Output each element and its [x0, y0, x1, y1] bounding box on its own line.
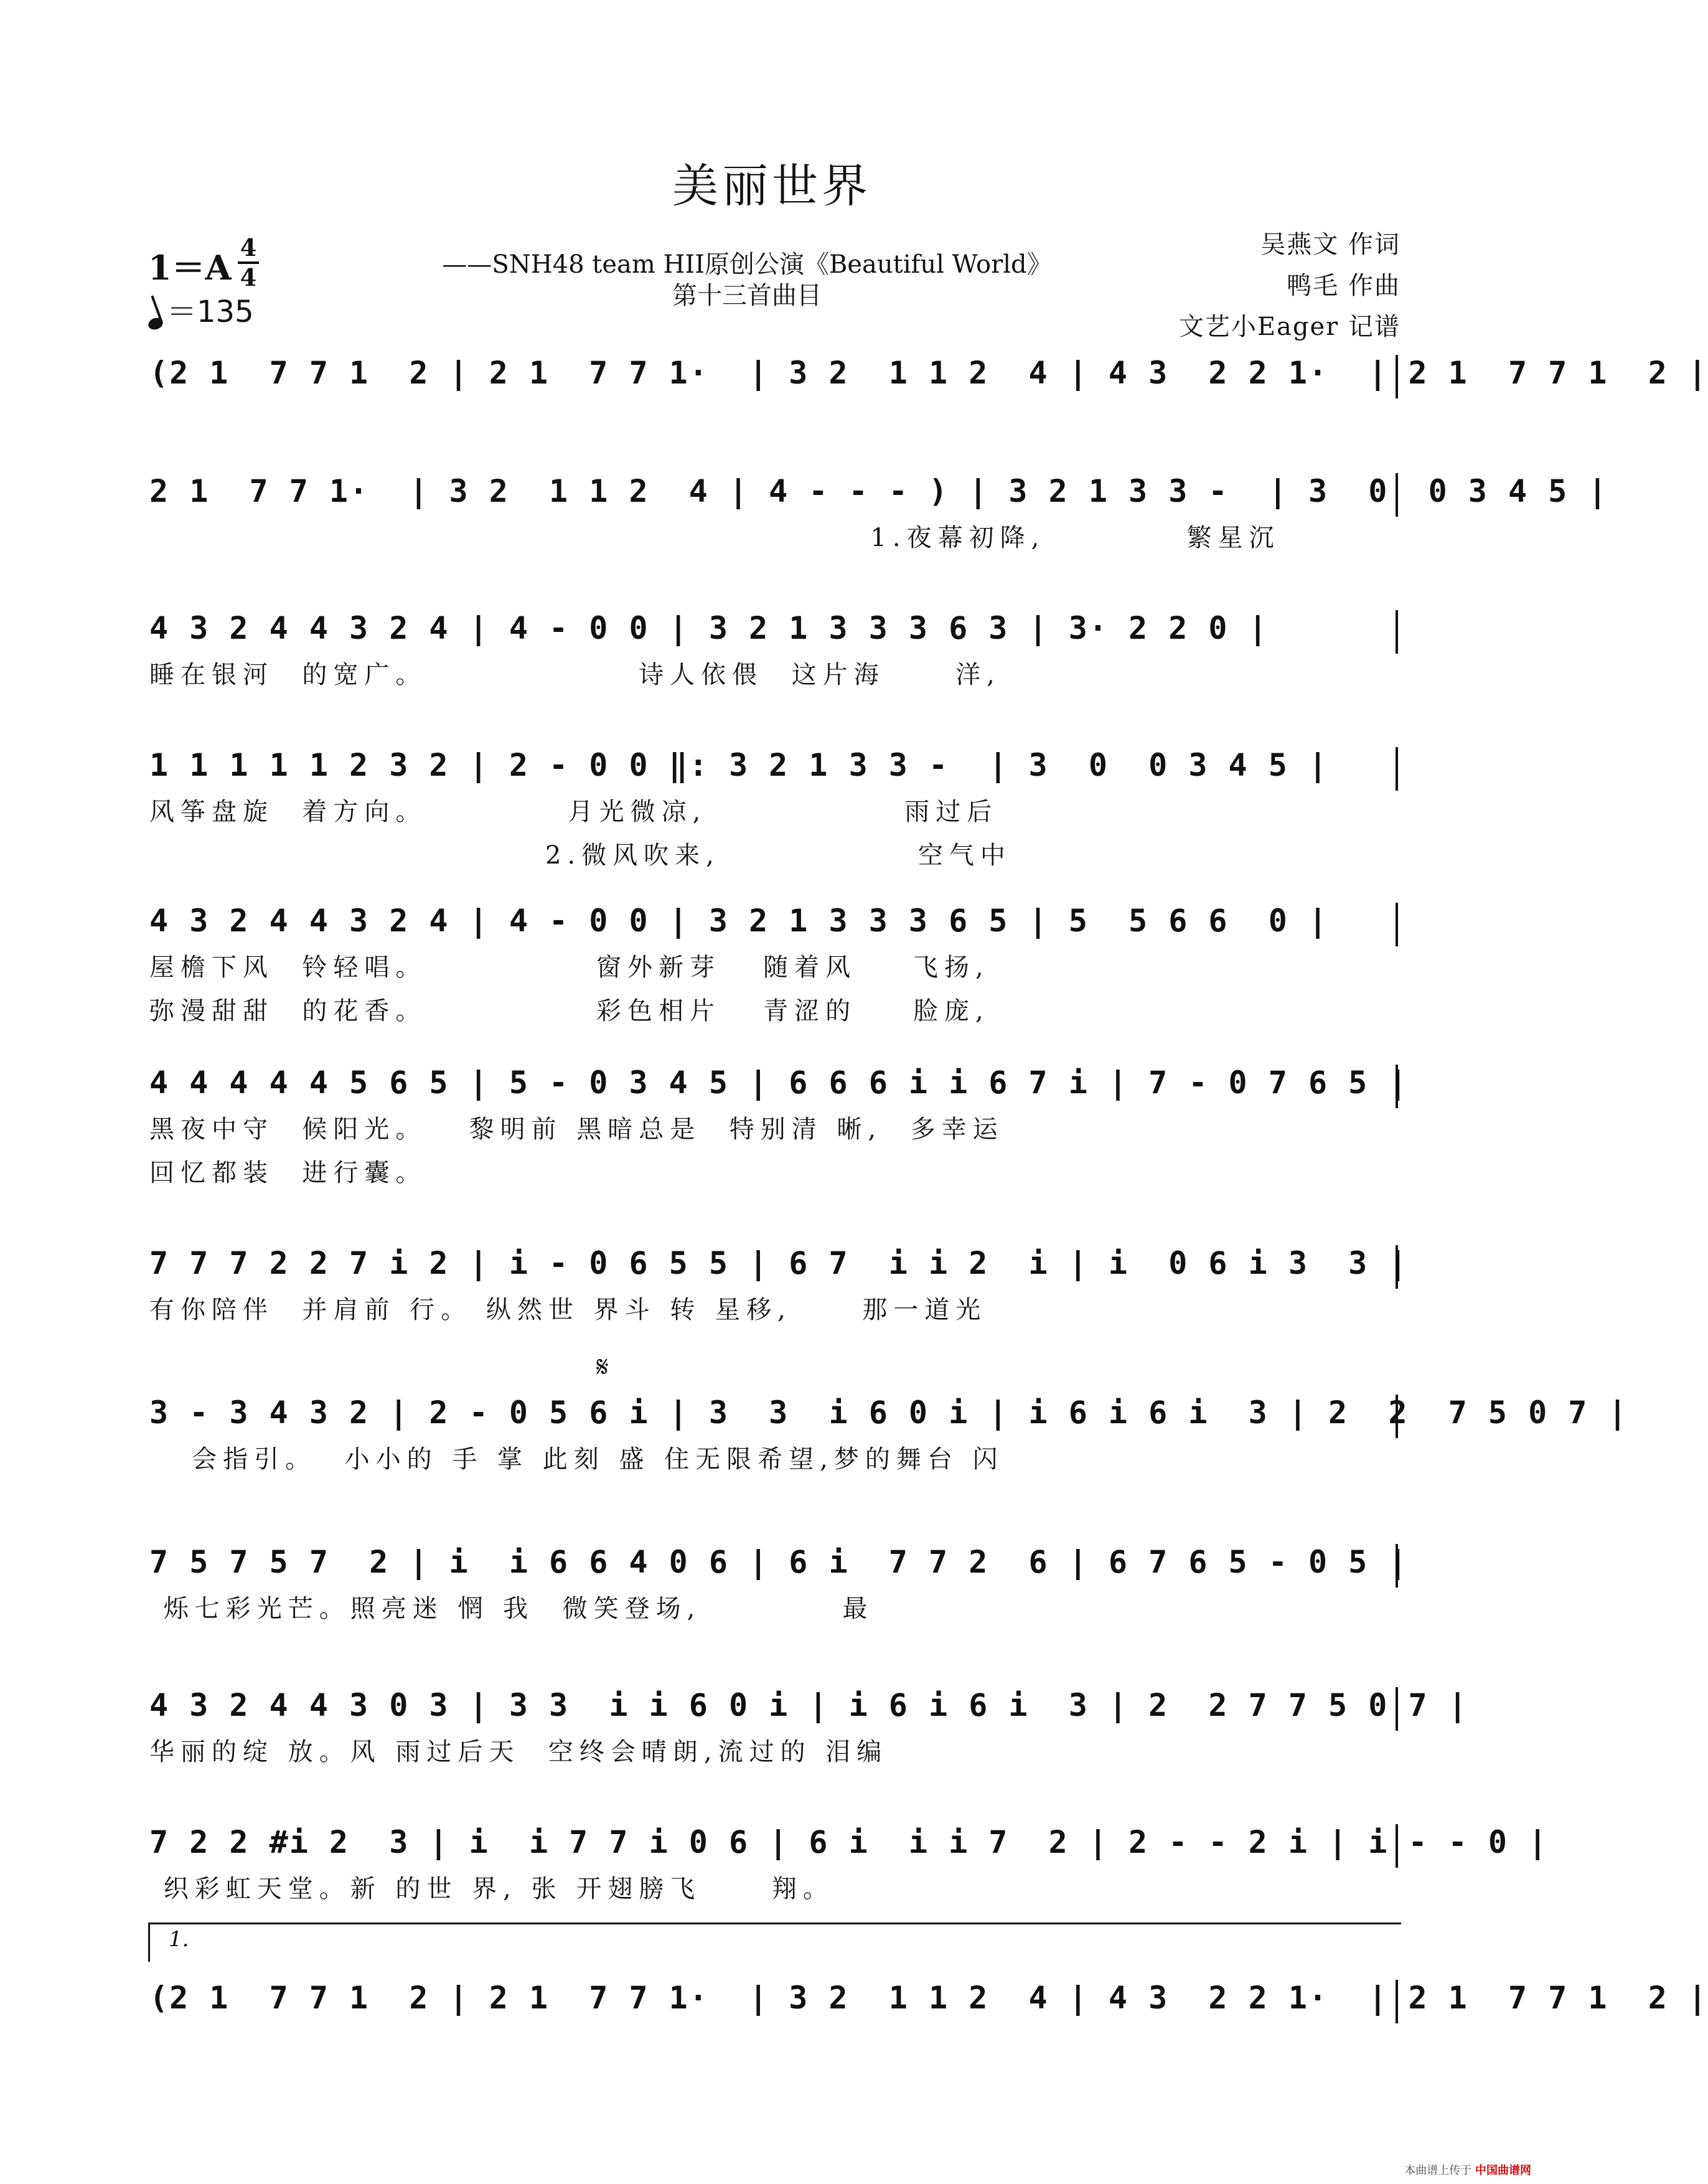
lyrics-verse-1: 织彩虹天堂。新 的世 界, 张 开翅膀飞 翔。: [149, 1875, 834, 1903]
credits: [1179, 224, 1401, 347]
notation-line: 4 4 4 4 4 5 6 5 | 5 - 0 3 4 5 | 6 6 6 i i 6 7 i | 7 - 0 7 6 5 |: [149, 1065, 1409, 1101]
notation-line: (2 1 7 7 1 2 | 2 1 7 7 1· | 3 2 1 1 2 4 | 4 3 2 2 1· | 2 1 7 7 1 2 |: [149, 1980, 1708, 2016]
score-row: [143, 1046, 1409, 1189]
notation-line: 7 2 2 #i 2 3 | i i 7 7 i 0 6 | 6 i i i 7 2 | 2 - - 2 i | i - - 0 |: [149, 1824, 1549, 1860]
volta-label: 1.: [169, 1927, 189, 1952]
lyrics-verse-1: 会指引。 小小的 手 掌 此刻 盛 住无限希望,梦的舞台 闪: [149, 1445, 1004, 1474]
lyrics-verse-1: 烁七彩光芒。照亮迷 惘 我 微笑登场, 最: [149, 1594, 874, 1623]
footer-prefix: 本曲谱上传于: [1404, 2164, 1472, 2177]
score-row: [143, 1376, 1628, 1519]
notation-line: 1 1 1 1 1 2 3 2 | 2 - 0 0 ‖: 3 2 1 3 3 - | 3 0 0 3 4 5 |: [149, 747, 1329, 783]
score-row: [143, 1669, 1468, 1812]
lyrics-verse-2: 回忆都装 进行囊。: [149, 1159, 427, 1187]
volta-bracket: [148, 1923, 1401, 1962]
notation-line: 3 - 3 4 3 2 | 2 - 0 5 6 i | 3 3 i 6 0 i | i 6 i 6 i 3 | 2 2 7 5 0 7 |: [149, 1395, 1628, 1431]
score-title: 美丽世界: [672, 159, 871, 213]
segno-sign: 𝄋: [596, 1350, 609, 1383]
notation-line: 7 5 7 5 7 2 | i i 6 6 4 0 6 | 6 i 7 7 2 6 | 6 7 6 5 - 0 5 |: [149, 1544, 1409, 1580]
time-signature-top: 4: [240, 233, 257, 261]
notation-line: 4 3 2 4 4 3 0 3 | 3 3 i i 6 0 i | i 6 i 6 i 3 | 2 2 7 7 5 0 7 |: [149, 1687, 1468, 1723]
score-row: [143, 884, 1401, 1027]
transcriber-credit: 文艺小Eager 记谱: [1178, 313, 1401, 341]
time-signature-bottom: 4: [240, 263, 257, 291]
lyrics-verse-1: 睡在银河 的宽广。 诗人依偎 这片海 洋,: [149, 661, 1001, 689]
tempo-value: ＝135: [167, 294, 254, 329]
lyricist-credit: 吴燕文 作词: [1260, 230, 1401, 259]
lyrics-verse-1: 黑夜中守 候阳光。 黎明前 黑暗总是 特别清 晰, 多幸运: [149, 1115, 1004, 1144]
score-row: [143, 1961, 1708, 2104]
lyrics-verse-1: 屋檐下风 铃轻唱。 窗外新芽 随着风 飞扬,: [149, 953, 990, 982]
subtitle-line-2: 第十三首曲目: [672, 281, 822, 310]
notation-line: 2 1 7 7 1· | 3 2 1 1 2 4 | 4 - - - ) | 3 2 1 3 3 - | 3 0 0 3 4 5 |: [149, 473, 1608, 509]
score-row: [143, 1226, 1409, 1370]
lyrics-verse-1: 华丽的绽 放。风 雨过后天 空终会晴朗,流过的 泪编: [149, 1738, 888, 1766]
tempo-marking: [148, 288, 254, 331]
score-row: [143, 454, 1608, 598]
lyrics-verse-2: 2.微风吹来, 空气中: [149, 841, 1011, 870]
lyrics-verse-2: 弥漫甜甜 的花香。 彩色相片 青涩的 脸庞,: [149, 997, 990, 1025]
notation-line: (2 1 7 7 1 2 | 2 1 7 7 1· | 3 2 1 1 2 4 | 4 3 2 2 1· | 2 1 7 7 1 2 |: [149, 355, 1708, 391]
time-signature: [238, 235, 259, 290]
score-row: [143, 1525, 1409, 1669]
score-row: [143, 591, 1401, 735]
footer-watermark: [1404, 2162, 1531, 2178]
subtitle-line-1: ——SNH48 team HII原创公演《Beautiful World》: [442, 250, 1052, 279]
lyrics-verse-1: 有你陪伴 并肩前 行。 纵然世 界斗 转 星移, 那一道光: [149, 1296, 987, 1324]
notation-line: 4 3 2 4 4 3 2 4 | 4 - 0 0 | 3 2 1 3 3 3 6 5 | 5 5 6 6 0 |: [149, 903, 1329, 939]
footer-site[interactable]: 中国曲谱网: [1475, 2164, 1531, 2177]
lyrics-verse-1: 风筝盘旋 着方向。 月光微凉, 雨过后: [149, 798, 998, 826]
notation-line: 4 3 2 4 4 3 2 4 | 4 - 0 0 | 3 2 1 3 3 3 6 3 | 3· 2 2 0 |: [149, 610, 1269, 646]
lyrics-verse-1: 1.夜幕初降, 繁星沉: [149, 524, 1280, 552]
quarter-note-icon: [147, 316, 165, 331]
composer-credit: 鸭毛 作曲: [1287, 271, 1401, 300]
key-signature: 1＝A: [148, 248, 232, 288]
score-row: [143, 728, 1401, 872]
subtitle: [373, 249, 1120, 311]
notation-line: 7 7 7 2 2 7 i 2 | i - 0 6 5 5 | 6 7 i i 2 i | i 0 6 i 3 3 |: [149, 1245, 1409, 1281]
